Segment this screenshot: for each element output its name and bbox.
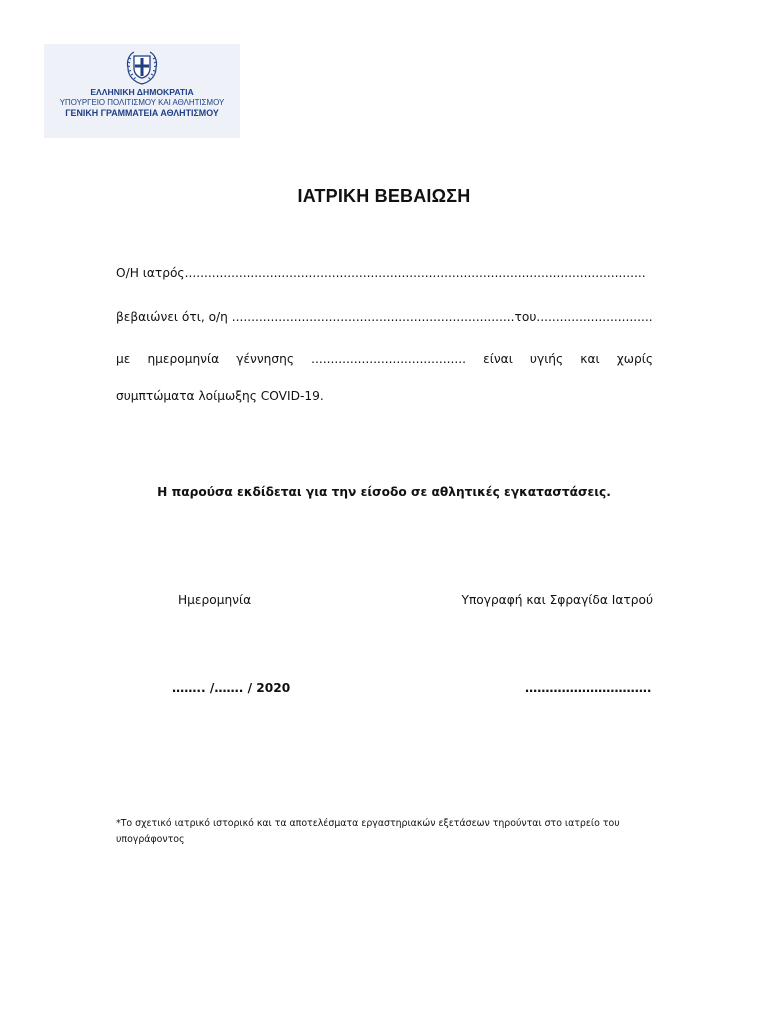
header-line-1: ΕΛΛΗΝΙΚΗ ΔΗΜΟΚΡΑΤΙΑ	[90, 87, 194, 97]
ministry-header	[44, 44, 240, 138]
signature-label: Υπογραφή και Σφραγίδα Ιατρού	[461, 593, 653, 607]
birthdate-line: με ημερομηνία γέννησης ........................................ είναι υγιής και χωρίς	[116, 352, 653, 366]
date-placeholder: …….. /……. / 2020	[172, 681, 291, 695]
covid-statement-line: συμπτώματα λοίμωξης COVID-19.	[116, 389, 324, 403]
document-title: ΙΑΤΡΙΚΗ ΒΕΒΑΙΩΣΗ	[297, 186, 471, 206]
header-line-2: ΥΠΟΥΡΓΕΙΟ ΠΟΛΙΤΙΣΜΟΥ ΚΑΙ ΑΘΛΗΤΙΣΜΟΥ	[59, 97, 225, 107]
date-label: Ημερομηνία	[178, 593, 252, 607]
signature-placeholder: ………………………….	[525, 681, 652, 695]
header-line-3: ΓΕΝΙΚΗ ΓΡΑΜΜΑΤΕΙΑ ΑΘΛΗΤΙΣΜΟΥ	[65, 107, 219, 118]
patient-name-line: βεβαιώνει ότι, ο/η .........................................................................του..............................	[116, 310, 653, 324]
doctor-name-line: Ο/Η ιατρός.......................................................................................................................	[116, 266, 646, 280]
footnote: *Το σχετικό ιατρικό ιστορικό και τα αποτελέσματα εργαστηριακών εξετάσεων τηρούνται στο ιατρείο του υπογράφοντος	[116, 818, 620, 845]
greek-coat-of-arms-icon	[122, 48, 162, 86]
purpose-statement: Η παρούσα εκδίδεται για την είσοδο σε αθλητικές εγκαταστάσεις.	[157, 485, 611, 499]
